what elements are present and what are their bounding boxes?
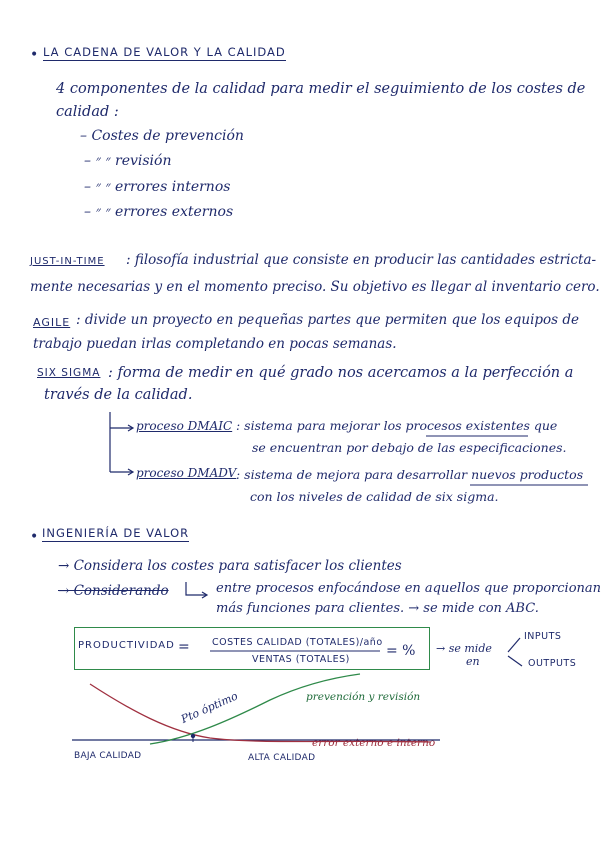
cost-item: – ״ ״ errores externos: [84, 204, 234, 220]
outputs-label: OUTPUTS: [528, 658, 577, 669]
dmaic-line1: : sistema para mejorar los procesos existentes que: [236, 418, 558, 433]
high-quality-label: ALTA CALIDAD: [248, 753, 316, 763]
errors-curve-label: error externo e interno: [312, 737, 436, 749]
value-line2: entre procesos enfocándose en aquellos que proporcionan: [216, 581, 602, 596]
cost-item: – ״ ״ revisión: [84, 153, 172, 169]
dmaic-line2: se encuentran por debajo de las especificaciones.: [252, 440, 567, 455]
section1-bullet: •: [30, 47, 39, 63]
prevention-cost-curve: [150, 674, 360, 744]
cost-item: – Costes de prevención: [80, 128, 244, 144]
productividad-label: PRODUCTIVIDAD: [78, 640, 175, 651]
prevention-curve-label: prevención y revisión: [306, 691, 421, 703]
sixsigma-term: SIX SIGMA: [37, 367, 101, 379]
inputs-branch: [508, 638, 520, 652]
section1-heading: LA CADENA DE VALOR Y LA CALIDAD: [43, 45, 286, 59]
sixsigma-line1: : forma de medir en qué grado nos acercamos a la perfección a: [108, 365, 574, 381]
value-line1: → Considera los costes para satisfacer los clientes: [58, 558, 402, 574]
formula-denominator: VENTAS (TOTALES): [252, 654, 350, 665]
dmaic-bracket-arrow: [110, 412, 132, 472]
formula-numerator: COSTES CALIDAD (TOTALES)/año: [212, 637, 383, 648]
value-line3: más funciones para clientes. → se mide con ABC.: [216, 601, 539, 616]
agile-term: AGILE: [33, 316, 71, 329]
agile-line2: trabajo puedan irlas completando en pocas semanas.: [33, 336, 397, 352]
measure-arrow-text: → se mide: [436, 642, 492, 655]
section2-heading: INGENIERÍA DE VALOR: [42, 526, 190, 540]
value-line2-struck: → Considerando: [58, 583, 169, 599]
cost-item: – ״ ״ errores internos: [84, 179, 231, 195]
jit-line1: : filosofía industrial que consiste en producir las cantidades estricta-: [126, 252, 597, 268]
dmadv-line1: : sistema de mejora para desarrollar nuevos productos: [236, 467, 584, 482]
agile-line1: : divide un proyecto en pequeñas partes que permiten que los equipos de: [76, 312, 580, 328]
jit-term: JUST-IN-TIME: [30, 256, 105, 267]
jit-line2: mente necesarias y en el momento preciso. Su objetivo es llegar al inventario cero.: [30, 279, 600, 295]
dmadv-term: proceso DMADV: [136, 466, 237, 480]
intro-line2: calidad :: [56, 104, 119, 120]
error-cost-curve: [90, 684, 430, 742]
inputs-label: INPUTS: [524, 631, 562, 642]
outputs-branch: [508, 656, 522, 666]
intro-line1: 4 componentes de la calidad para medir el seguimiento de los costes de: [56, 81, 586, 97]
measure-en: en: [466, 655, 480, 668]
dmadv-line2: con los niveles de calidad de six sigma.: [250, 489, 499, 504]
dmaic-term: proceso DMAIC: [136, 419, 233, 433]
equals-sign: =: [178, 639, 190, 655]
section2-bullet: •: [30, 529, 39, 545]
sixsigma-line2: través de la calidad.: [44, 387, 193, 403]
low-quality-label: BAJA CALIDAD: [74, 751, 142, 761]
formula-result: = %: [386, 643, 416, 659]
optimum-label: Pto óptimo: [179, 689, 240, 726]
